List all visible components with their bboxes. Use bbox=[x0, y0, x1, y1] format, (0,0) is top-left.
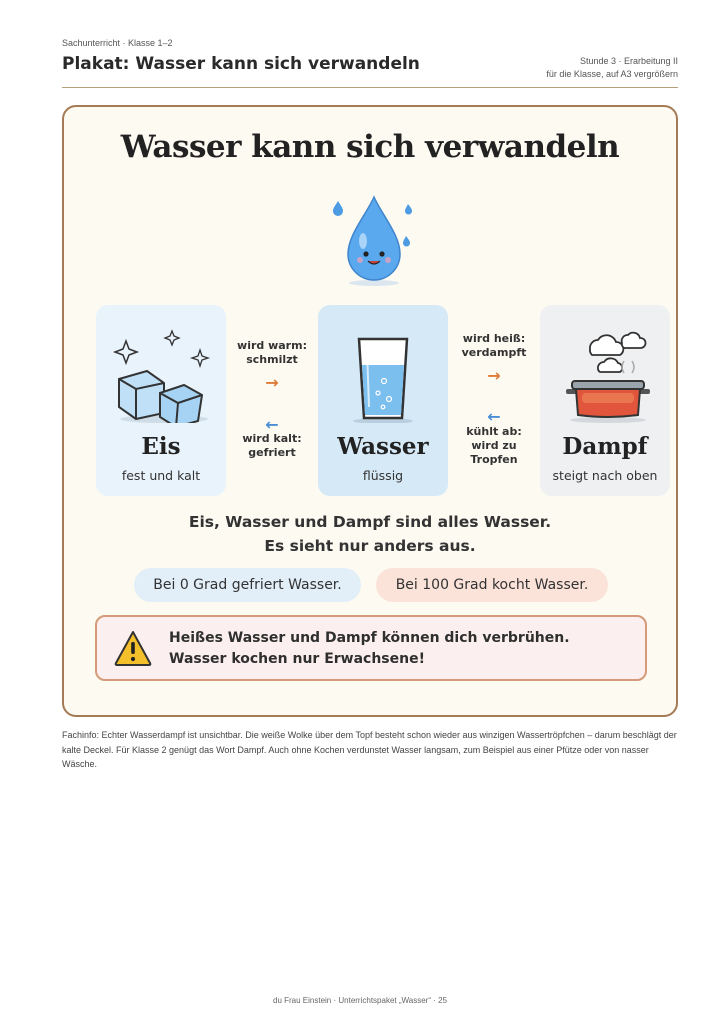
state-desc-ice: fest und kalt bbox=[121, 468, 201, 483]
lesson-meta-line-2: für die Klasse, auf A3 vergrößern bbox=[546, 68, 678, 79]
state-card-steam bbox=[540, 305, 670, 496]
water-glass-icon bbox=[326, 319, 440, 423]
steaming-pot-icon bbox=[548, 319, 662, 423]
transition-evaporate bbox=[452, 332, 536, 360]
transition-condense-line-3: Tropfen bbox=[470, 453, 518, 466]
state-card-ice bbox=[96, 305, 226, 496]
arrow-right-icon: → bbox=[487, 366, 501, 385]
page-header bbox=[62, 36, 678, 88]
transition-melt-line-1: wird warm: bbox=[237, 339, 307, 352]
fact-freezing-pill: Bei 0 Grad gefriert Wasser. bbox=[134, 568, 361, 602]
arrow-left-icon: ← bbox=[265, 415, 279, 434]
state-name-steam: Dampf bbox=[562, 433, 648, 460]
arrow-right-icon: → bbox=[265, 373, 279, 392]
warning-text bbox=[169, 628, 570, 670]
state-name-water: Wasser bbox=[337, 433, 429, 460]
warning-triangle-icon bbox=[113, 629, 153, 667]
lesson-meta-line-1: Stunde 3 · Erarbeitung II bbox=[579, 56, 678, 66]
arrow-left-icon: ← bbox=[487, 407, 501, 426]
state-desc-steam: steigt nach oben bbox=[552, 468, 658, 483]
fact-boiling-pill: Bei 100 Grad kocht Wasser. bbox=[376, 568, 608, 602]
transition-melt bbox=[230, 339, 314, 367]
summary-text bbox=[64, 510, 676, 558]
transition-melt-line-2: schmilzt bbox=[246, 353, 298, 366]
lesson-meta bbox=[546, 55, 678, 80]
summary-line-2: Es sieht nur anders aus. bbox=[264, 537, 476, 555]
transition-freeze bbox=[230, 432, 314, 460]
water-drop-mascot-icon bbox=[326, 191, 422, 291]
page-footer: du Frau Einstein · Unterrichtspaket „Wasser“ · 25 bbox=[273, 996, 447, 1005]
poster bbox=[62, 105, 678, 717]
ice-cubes-icon bbox=[104, 319, 218, 423]
teacher-footnote: Fachinfo: Echter Wasserdampf ist unsichtbar. Die weiße Wolke über dem Topf besteht schon wieder aus winzigen Wassertröpfchen – darum beschlägt der kalte Deckel. Für Klasse 2 genügt das Wort Dampf. Auch ohne Kochen verdunstet Wasser langsam, zum Beispiel aus einer Pfütze oder von nasser Wäsche. bbox=[62, 730, 677, 769]
poster-title: Wasser kann sich verwandeln bbox=[120, 129, 620, 165]
warning-line-1: Heißes Wasser und Dampf können dich verbrühen. bbox=[169, 630, 570, 646]
state-name-ice: Eis bbox=[141, 433, 181, 460]
safety-warning bbox=[95, 615, 647, 681]
transition-condense-line-2: wird zu bbox=[471, 439, 517, 452]
state-card-water bbox=[318, 305, 448, 496]
subject-kicker: Sachunterricht · Klasse 1–2 bbox=[62, 38, 173, 48]
page-title: Plakat: Wasser kann sich verwandeln bbox=[62, 54, 420, 74]
transition-freeze-line-1: wird kalt: bbox=[242, 432, 302, 445]
transition-freeze-line-2: gefriert bbox=[248, 446, 296, 459]
transition-condense-line-1: kühlt ab: bbox=[466, 425, 522, 438]
warning-line-2: Wasser kochen nur Erwachsene! bbox=[169, 651, 425, 667]
transition-evaporate-line-2: verdampft bbox=[461, 346, 527, 359]
state-desc-water: flüssig bbox=[362, 468, 404, 483]
transition-condense bbox=[452, 425, 536, 467]
transition-evaporate-line-1: wird heiß: bbox=[462, 332, 526, 345]
summary-line-1: Eis, Wasser und Dampf sind alles Wasser. bbox=[188, 513, 552, 531]
